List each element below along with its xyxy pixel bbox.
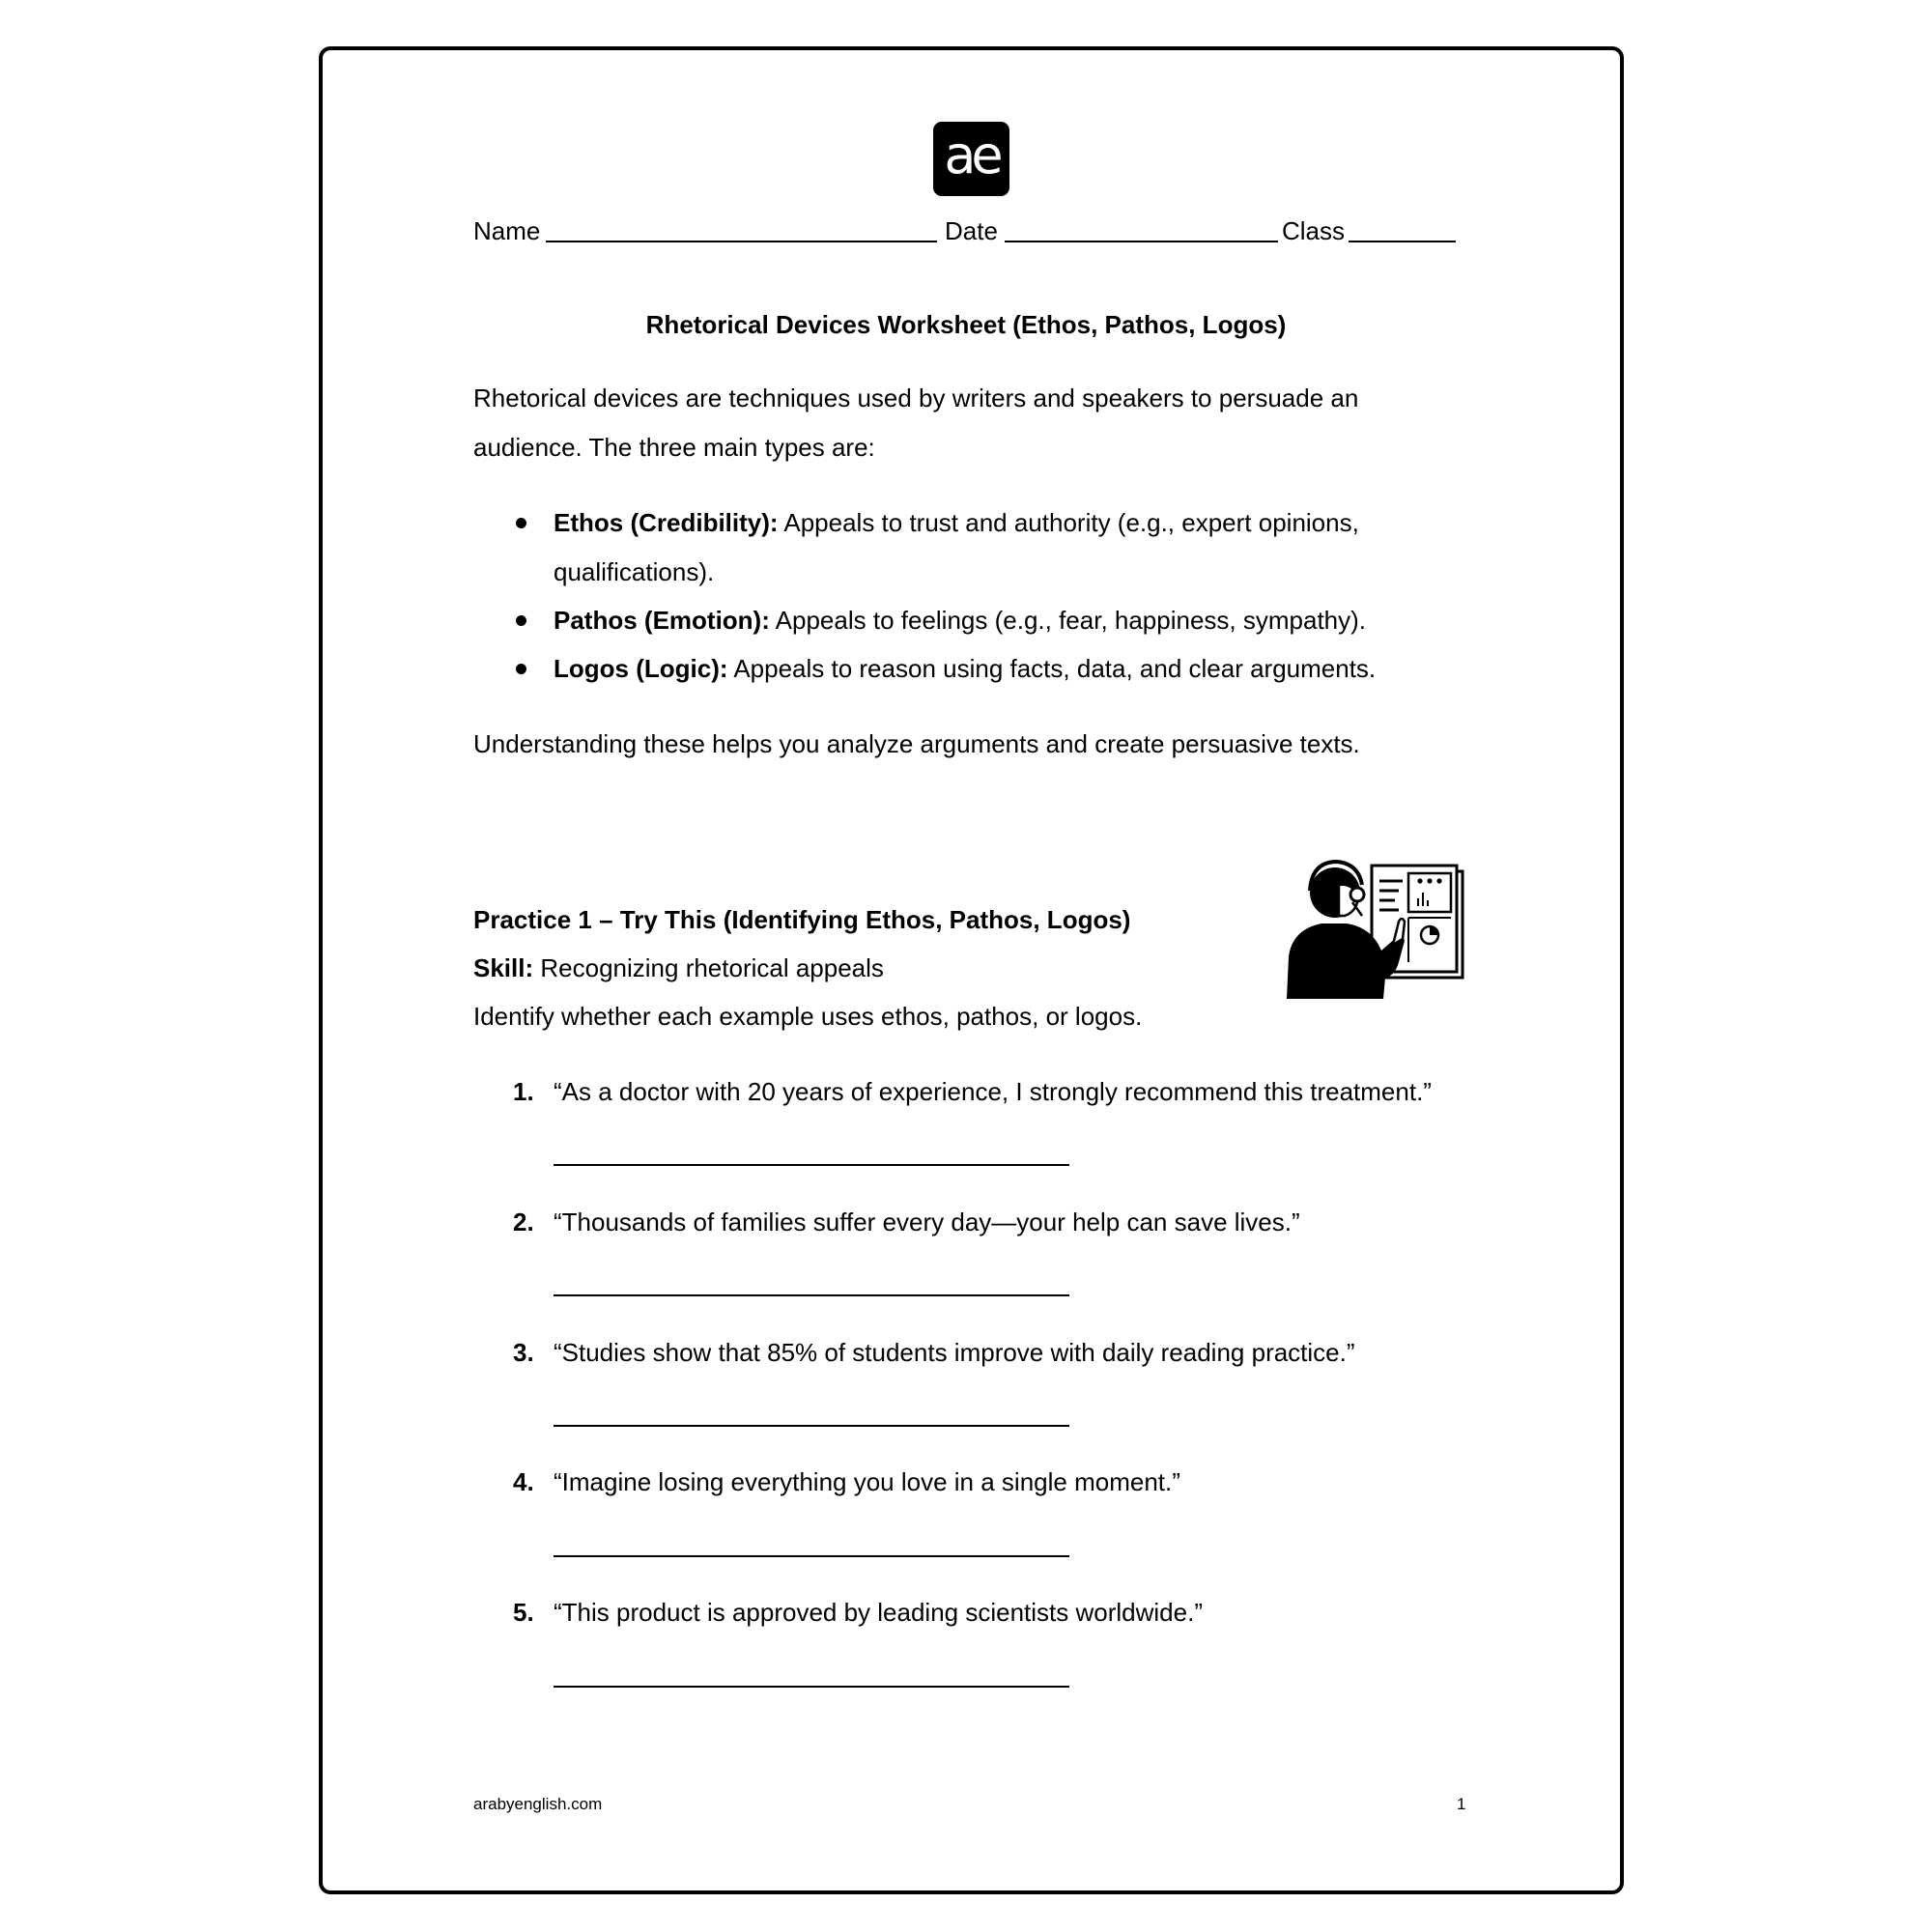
footer-site: arabyenglish.com — [473, 1795, 603, 1813]
intro-line-2: audience. The three main types are: — [473, 433, 875, 462]
answer-line[interactable] — [554, 1686, 1069, 1688]
question-number: 2. — [513, 1208, 534, 1236]
bullet-icon — [516, 664, 526, 674]
date-blank[interactable] — [1005, 241, 1278, 242]
device-item-logos — [554, 654, 1376, 684]
worksheet-title: Rhetorical Devices Worksheet (Ethos, Pathos, Logos) — [645, 310, 1287, 339]
device-description-continued: qualifications). — [554, 557, 715, 586]
question-text: “Imagine losing everything you love in a single moment.” — [554, 1467, 1180, 1496]
practice-heading: Practice 1 – Try This (Identifying Ethos, Pathos, Logos) — [473, 905, 1131, 934]
device-term: Logos (Logic): — [554, 654, 728, 683]
device-item-ethos — [554, 508, 1359, 538]
device-term: Pathos (Emotion): — [554, 606, 770, 635]
device-term: Ethos (Credibility): — [554, 508, 779, 537]
class-blank[interactable] — [1349, 241, 1456, 242]
name-label: Name — [473, 216, 541, 245]
device-description: Appeals to reason using facts, data, and clear arguments. — [733, 654, 1377, 683]
question-text: “Studies show that 85% of students improve with daily reading practice.” — [554, 1338, 1355, 1367]
question-number: 4. — [513, 1467, 534, 1496]
question-number: 3. — [513, 1338, 534, 1367]
skill-label: Skill: — [473, 953, 534, 982]
question-number: 1. — [513, 1077, 534, 1106]
practice-instruction: Identify whether each example uses ethos, pathos, or logos. — [473, 1002, 1143, 1031]
question-number: 5. — [513, 1598, 534, 1627]
logo — [933, 122, 1009, 196]
name-blank[interactable] — [546, 241, 937, 242]
bullet-icon — [516, 615, 526, 626]
footer-page-number: 1 — [1457, 1795, 1466, 1813]
device-item-pathos — [554, 606, 1366, 636]
person-with-headset-at-dashboard-icon — [1285, 856, 1468, 1001]
summary-text: Understanding these helps you analyze arguments and create persuasive texts. — [473, 729, 1360, 758]
question-text: “This product is approved by leading scientists worldwide.” — [554, 1598, 1203, 1627]
logo-text: ae — [944, 124, 999, 185]
answer-line[interactable] — [554, 1164, 1069, 1166]
answer-line[interactable] — [554, 1294, 1069, 1296]
answer-line[interactable] — [554, 1555, 1069, 1557]
skill-text: Recognizing rhetorical appeals — [540, 953, 884, 982]
device-description: Appeals to feelings (e.g., fear, happiness, sympathy). — [775, 606, 1367, 635]
class-label: Class — [1282, 216, 1346, 245]
skill-line — [473, 953, 884, 983]
question-text: “Thousands of families suffer every day—your help can save lives.” — [554, 1208, 1300, 1236]
intro-line-1: Rhetorical devices are techniques used by writers and speakers to persuade an — [473, 384, 1359, 412]
bullet-icon — [516, 518, 526, 528]
answer-line[interactable] — [554, 1425, 1069, 1427]
device-description: Appeals to trust and authority (e.g., expert opinions, — [783, 508, 1359, 537]
question-text: “As a doctor with 20 years of experience, I strongly recommend this treatment.” — [554, 1077, 1432, 1106]
date-label: Date — [945, 216, 998, 245]
